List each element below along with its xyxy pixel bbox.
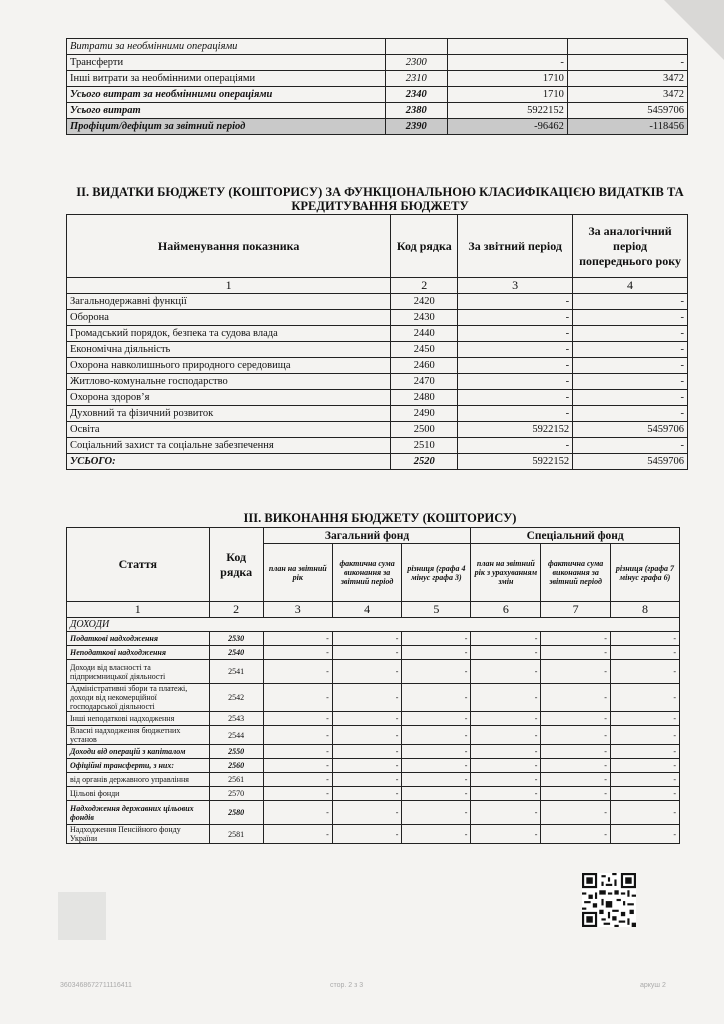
table3-cell-value: -: [402, 632, 471, 646]
table3-cell-value: -: [332, 726, 402, 745]
table3-row-name: Неподаткові надходження: [67, 646, 210, 660]
table2-row: [67, 390, 688, 406]
table3-cell-value: -: [471, 787, 541, 801]
table3-cell-value: -: [332, 646, 402, 660]
table3-cell-value: -: [471, 773, 541, 787]
table1-row: [67, 71, 688, 87]
table3-row-name: Доходи від власності та підприємницької діяльності: [67, 660, 210, 684]
table3-cell-value: -: [471, 825, 541, 844]
table2-row: [67, 326, 688, 342]
table3-cell-value: -: [610, 787, 679, 801]
table3-cell-value: -: [610, 632, 679, 646]
nonexchange-expenses-table: [66, 38, 688, 135]
table3-cell-value: -: [263, 773, 332, 787]
table2-row-previous: -: [573, 326, 688, 342]
column-number: 4: [573, 278, 688, 294]
table1-row-name: Усього витрат: [67, 103, 386, 119]
table3-cell-value: -: [332, 632, 402, 646]
table3-cell-value: -: [402, 745, 471, 759]
table1-row-code: 2300: [385, 55, 447, 71]
table3-row-code: 2561: [209, 773, 263, 787]
table3-cell-value: -: [402, 759, 471, 773]
table3-cell-value: -: [610, 745, 679, 759]
table2-row-previous: -: [573, 342, 688, 358]
table1-row: [67, 87, 688, 103]
table3-cell-value: -: [402, 684, 471, 712]
table2-row-previous: -: [573, 406, 688, 422]
table3-cell-value: -: [332, 801, 402, 825]
table3-row: [67, 632, 680, 646]
table2-row-name: Загальнодержавні функції: [67, 294, 391, 310]
table3-cell-value: -: [402, 726, 471, 745]
table2-row-code: 2470: [391, 374, 458, 390]
table3-cell-value: -: [332, 684, 402, 712]
table2-row-current: -: [458, 406, 573, 422]
table3-row-code: 2542: [209, 684, 263, 712]
table1-row-code: 2390: [385, 119, 447, 135]
table1-row-previous: -118456: [567, 119, 687, 135]
table3-row-code: 2530: [209, 632, 263, 646]
table1-row-current: -96462: [447, 119, 567, 135]
column-number: 2: [391, 278, 458, 294]
header-general-plan: план на звітний рік: [263, 544, 332, 602]
table3-row: [67, 745, 680, 759]
table1-row-previous: 5459706: [567, 103, 687, 119]
table2-row: [67, 422, 688, 438]
table2-row: [67, 438, 688, 454]
table3-row: [67, 825, 680, 844]
table3-row-code: 2581: [209, 825, 263, 844]
table2-row-current: -: [458, 326, 573, 342]
table3-cell-value: -: [471, 632, 541, 646]
table3-cell-value: -: [471, 684, 541, 712]
table3-cell-value: -: [263, 726, 332, 745]
column-number: 1: [67, 602, 210, 618]
table1-row-code: 2340: [385, 87, 447, 103]
table3-cell-value: -: [471, 745, 541, 759]
table2-row-code: 2510: [391, 438, 458, 454]
table1-row: [67, 39, 688, 55]
table1-row-current: 1710: [447, 71, 567, 87]
table1-row-current: [447, 39, 567, 55]
table2-row-current: 5922152: [458, 422, 573, 438]
table2-row: [67, 374, 688, 390]
table3-row: [67, 773, 680, 787]
table2-row-previous: -: [573, 358, 688, 374]
table3-row-name: Офіційні трансферти, з них:: [67, 759, 210, 773]
table3-row-code: 2541: [209, 660, 263, 684]
table3-row-code: 2550: [209, 745, 263, 759]
footer-page-number: стор. 2 з 3: [330, 982, 364, 989]
table2-row: [67, 310, 688, 326]
table2-row-previous: -: [573, 310, 688, 326]
table3-row: [67, 801, 680, 825]
table2-row-name: Охорона здоров’я: [67, 390, 391, 406]
table3-cell-value: -: [610, 801, 679, 825]
table2-row-code: 2450: [391, 342, 458, 358]
table2-row-code: 2440: [391, 326, 458, 342]
table1-row-previous: 3472: [567, 71, 687, 87]
table3-cell-value: -: [541, 646, 611, 660]
table2-row-name: Охорона навколишнього природного середовища: [67, 358, 391, 374]
table3-row: [67, 787, 680, 801]
column-number: 3: [263, 602, 332, 618]
table2-row-current: -: [458, 438, 573, 454]
table1-row-name: Інші витрати за необмінними операціями: [67, 71, 386, 87]
table2-row-code: 2420: [391, 294, 458, 310]
table3-cell-value: -: [263, 745, 332, 759]
table1-row-name: Витрати за необмінними операціями: [67, 39, 386, 55]
table3-cell-value: -: [332, 759, 402, 773]
table3-row: [67, 646, 680, 660]
table3-row-name: Доходи від операцій з капіталом: [67, 745, 210, 759]
header-previous-period: За аналогічний період попереднього року: [573, 215, 688, 278]
table3-cell-value: -: [541, 745, 611, 759]
header-row-code: Код рядка: [391, 215, 458, 278]
functional-classification-table: [66, 214, 688, 470]
table2-row-current: -: [458, 358, 573, 374]
table3-cell-value: -: [402, 825, 471, 844]
table1-row-current: 1710: [447, 87, 567, 103]
table2-total-name: УСЬОГО:: [67, 454, 391, 470]
table2-total-code: 2520: [391, 454, 458, 470]
table2-row-name: Оборона: [67, 310, 391, 326]
table3-cell-value: -: [471, 646, 541, 660]
header-current-period: За звітний період: [458, 215, 573, 278]
table3-cell-value: -: [332, 773, 402, 787]
table3-cell-value: -: [332, 712, 402, 726]
column-number: 5: [402, 602, 471, 618]
table1-row-current: -: [447, 55, 567, 71]
table2-row-current: -: [458, 390, 573, 406]
column-number: 2: [209, 602, 263, 618]
table3-cell-value: -: [541, 801, 611, 825]
column-number: 4: [332, 602, 402, 618]
footer-document-id: 3603468672711116411: [60, 982, 132, 989]
table3-row: [67, 684, 680, 712]
table1-row-code: [385, 39, 447, 55]
table1-row-name: Трансферти: [67, 55, 386, 71]
table2-row-code: 2480: [391, 390, 458, 406]
table3-row: [67, 726, 680, 745]
income-section-label: ДОХОДИ: [67, 618, 680, 632]
table2-row-previous: -: [573, 374, 688, 390]
table2-row-previous: -: [573, 390, 688, 406]
table3-row-code: 2580: [209, 801, 263, 825]
table3-cell-value: -: [541, 825, 611, 844]
table3-row-code: 2544: [209, 726, 263, 745]
table3-cell-value: -: [471, 801, 541, 825]
table3-cell-value: -: [610, 712, 679, 726]
table2-row-name: Духовний та фізичний розвиток: [67, 406, 391, 422]
table2-row-name: Житлово-комунальне господарство: [67, 374, 391, 390]
table2-row-name: Громадський порядок, безпека та судова влада: [67, 326, 391, 342]
section-3-title: III. ВИКОНАННЯ БЮДЖЕТУ (КОШТОРИСУ): [243, 511, 517, 525]
header-special-plan: план на звітний рік з урахуванням змін: [471, 544, 541, 602]
table1-row: [67, 119, 688, 135]
table1-row-previous: [567, 39, 687, 55]
table3-cell-value: -: [263, 787, 332, 801]
table1-row-name: Усього витрат за необмінними операціями: [67, 87, 386, 103]
table2-row-current: -: [458, 374, 573, 390]
table3-row-name: Власні надходження бюджетних установ: [67, 726, 210, 745]
table3-cell-value: -: [541, 726, 611, 745]
table2-row-name: Економічна діяльність: [67, 342, 391, 358]
table3-cell-value: -: [263, 759, 332, 773]
table3-cell-value: -: [402, 646, 471, 660]
table3-cell-value: -: [263, 632, 332, 646]
table3-cell-value: -: [541, 632, 611, 646]
table2-row: [67, 358, 688, 374]
table2-row-current: -: [458, 310, 573, 326]
table2-row: [67, 294, 688, 310]
table3-cell-value: -: [263, 712, 332, 726]
section-2-title-line2: КРЕДИТУВАННЯ БЮДЖЕТУ: [291, 199, 469, 213]
table1-row-code: 2380: [385, 103, 447, 119]
table3-row-name: від органів державного управління: [67, 773, 210, 787]
table3-cell-value: -: [332, 825, 402, 844]
table3-cell-value: -: [471, 660, 541, 684]
faint-qr-code: [58, 892, 106, 940]
table3-row-code: 2543: [209, 712, 263, 726]
table3-cell-value: -: [263, 660, 332, 684]
table1-row-code: 2310: [385, 71, 447, 87]
table2-row-name: Освіта: [67, 422, 391, 438]
table3-cell-value: -: [263, 801, 332, 825]
header-general-diff: різниця (графа 4 мінус графа 3): [402, 544, 471, 602]
header-special-actual: фактична сума виконання за звітний період: [541, 544, 611, 602]
table3-cell-value: -: [263, 646, 332, 660]
table3-row: [67, 759, 680, 773]
header-indicator-name: Найменування показника: [67, 215, 391, 278]
table3-cell-value: -: [471, 712, 541, 726]
table3-cell-value: -: [263, 684, 332, 712]
table2-total-current: 5922152: [458, 454, 573, 470]
table3-cell-value: -: [541, 660, 611, 684]
table1-row-current: 5922152: [447, 103, 567, 119]
table2-row-code: 2460: [391, 358, 458, 374]
table3-cell-value: -: [610, 825, 679, 844]
table3-row: [67, 660, 680, 684]
table2-row-previous: 5459706: [573, 422, 688, 438]
column-number: 7: [541, 602, 611, 618]
table3-row-code: 2570: [209, 787, 263, 801]
table3-cell-value: -: [402, 712, 471, 726]
table2-row-current: -: [458, 342, 573, 358]
table2-row: [67, 406, 688, 422]
table2-row-code: 2500: [391, 422, 458, 438]
table3-cell-value: -: [402, 660, 471, 684]
table3-cell-value: -: [402, 787, 471, 801]
table3-row-name: Податкові надходження: [67, 632, 210, 646]
table3-row-name: Адміністративні збори та платежі, доходи від некомерційної господарської діяльності: [67, 684, 210, 712]
table3-row-name: Цільові фонди: [67, 787, 210, 801]
column-number: 1: [67, 278, 391, 294]
table3-cell-value: -: [610, 726, 679, 745]
table3-cell-value: -: [610, 684, 679, 712]
table1-row-previous: -: [567, 55, 687, 71]
qr-code: [582, 873, 636, 927]
header-general-actual: фактична сума виконання за звітний період: [332, 544, 402, 602]
table2-row-code: 2430: [391, 310, 458, 326]
section-2-title: [60, 185, 700, 213]
table3-cell-value: -: [263, 825, 332, 844]
table3-cell-value: -: [471, 726, 541, 745]
table1-row-previous: 3472: [567, 87, 687, 103]
header-general-fund: Загальний фонд: [263, 528, 471, 544]
table3-row-code: 2540: [209, 646, 263, 660]
table3-row-name: Надходження Пенсійного фонду України: [67, 825, 210, 844]
column-number: 3: [458, 278, 573, 294]
table3-cell-value: -: [332, 745, 402, 759]
section-2-title-line1: II. ВИДАТКИ БЮДЖЕТУ (КОШТОРИСУ) ЗА ФУНКЦІОНАЛЬНОЮ КЛАСИФІКАЦІЄЮ ВИДАТКІВ ТА: [76, 185, 684, 199]
table3-cell-value: -: [541, 773, 611, 787]
table3-cell-value: -: [610, 759, 679, 773]
table1-row: [67, 103, 688, 119]
table1-row: [67, 55, 688, 71]
budget-execution-table: [66, 527, 680, 844]
table3-cell-value: -: [402, 773, 471, 787]
table3-row-name: Інші неподаткові надходження: [67, 712, 210, 726]
table3-row-name: Надходження державних цільових фондів: [67, 801, 210, 825]
header-article: Стаття: [67, 528, 210, 602]
table3-cell-value: -: [332, 660, 402, 684]
footer-sheet-number: аркуш 2: [640, 982, 666, 989]
table3-cell-value: -: [471, 759, 541, 773]
table2-row-name: Соціальний захист та соціальне забезпечення: [67, 438, 391, 454]
table3-cell-value: -: [610, 646, 679, 660]
table3-cell-value: -: [541, 684, 611, 712]
table2-row-previous: -: [573, 294, 688, 310]
table3-cell-value: -: [541, 787, 611, 801]
header-special-diff: різниця (графа 7 мінус графа 6): [610, 544, 679, 602]
table3-cell-value: -: [332, 787, 402, 801]
table2-total-row: [67, 454, 688, 470]
table3-row: [67, 712, 680, 726]
table1-row-name: Профіцит/дефіцит за звітний період: [67, 119, 386, 135]
table2-row-code: 2490: [391, 406, 458, 422]
table2-total-previous: 5459706: [573, 454, 688, 470]
table3-row-code: 2560: [209, 759, 263, 773]
table3-cell-value: -: [541, 712, 611, 726]
header-code: Код рядка: [209, 528, 263, 602]
column-number: 6: [471, 602, 541, 618]
table3-cell-value: -: [541, 759, 611, 773]
table2-row: [67, 342, 688, 358]
table3-cell-value: -: [610, 660, 679, 684]
table2-row-current: -: [458, 294, 573, 310]
table3-cell-value: -: [610, 773, 679, 787]
header-special-fund: Спеціальний фонд: [471, 528, 680, 544]
table3-cell-value: -: [402, 801, 471, 825]
table2-row-previous: -: [573, 438, 688, 454]
column-number: 8: [610, 602, 679, 618]
